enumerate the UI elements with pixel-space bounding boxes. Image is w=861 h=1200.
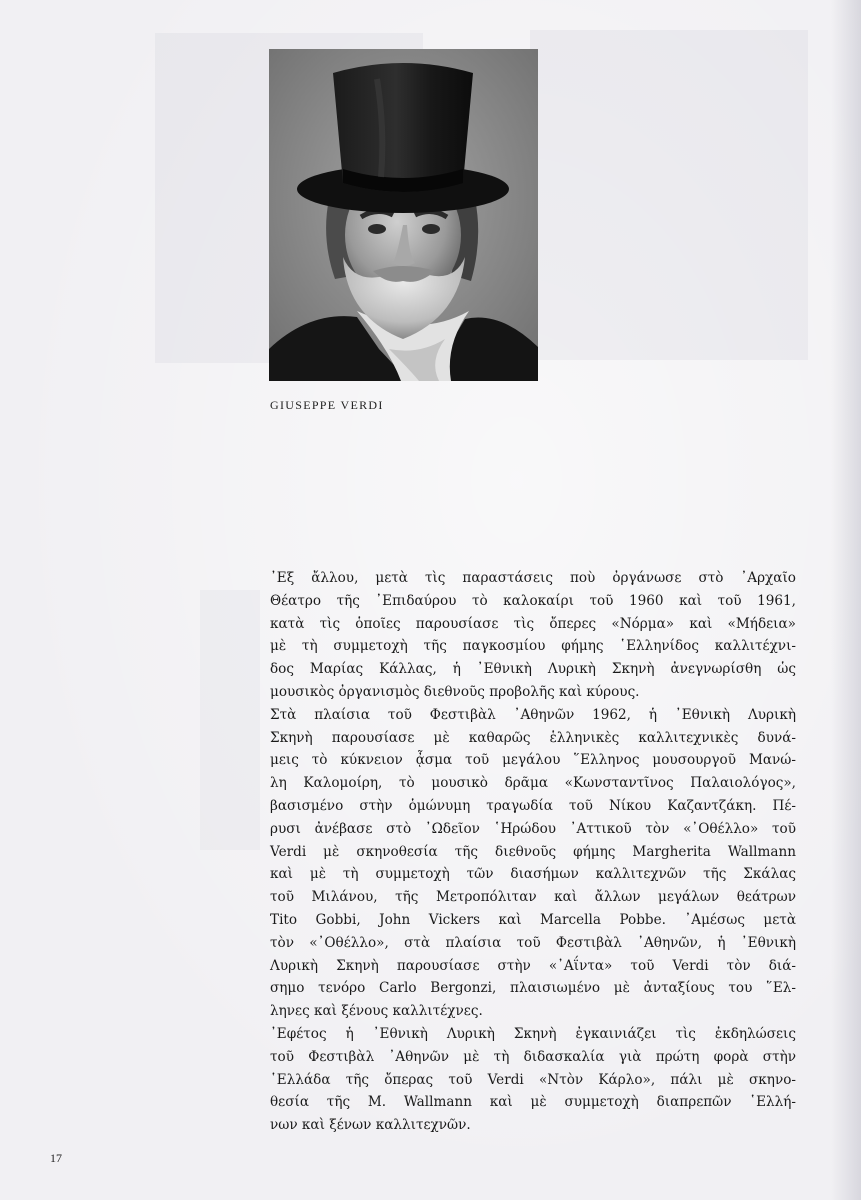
text-line: ῾Ελλάδα τῆς ὄπερας τοῦ Verdi «Ντὸν Κάρλο», πάλι μὲ σκηνο- — [270, 1071, 796, 1088]
text-line: τὸν «᾿Οθέλλο», στὰ πλαίσια τοῦ Φεστιβὰλ ᾿Αθηνῶν, ἡ ᾿Εθνικὴ — [270, 934, 796, 951]
text-line: καὶ μὲ τὴ συμμετοχὴ τῶν διασήμων καλλιτεχνῶν τῆς Σκάλας — [270, 866, 796, 883]
body-text — [270, 567, 796, 1137]
text-line: κατὰ τὶς ὁποῖες παρουσίασε τὶς ὄπερες «Νόρμα» καὶ «Μήδεια» — [270, 615, 796, 632]
text-line: τοῦ Φεστιβὰλ ᾿Αθηνῶν μὲ τὴ διδασκαλία γιὰ πρώτη φορὰ στὴν — [270, 1048, 796, 1065]
text-line: ρυσι ἀνέβασε στὸ ᾿Ωδεῖον ῾Ηρώδου ᾿Αττικοῦ τὸν «᾿Οθέλλο» τοῦ — [270, 820, 796, 837]
text-line: Verdi μὲ σκηνοθεσία τῆς διεθνοῦς φήμης Margherita Wallmann — [270, 843, 796, 860]
text-line: Στὰ πλαίσια τοῦ Φεστιβὰλ ᾿Αθηνῶν 1962, ἡ ᾿Εθνικὴ Λυρικὴ — [270, 706, 796, 723]
text-line: ᾿Εξ ἄλλου, μετὰ τὶς παραστάσεις ποὺ ὀργάνωσε στὸ ᾿Αρχαῖο — [270, 570, 796, 586]
page-number: 17 — [50, 1151, 62, 1165]
portrait-photo — [269, 49, 538, 381]
text-line: Λυρικὴ Σκηνὴ παρουσίασε στὴν «᾿Αΐντα» τοῦ Verdi τὸν διά- — [270, 957, 796, 974]
text-line: μὲ τὴ συμμετοχὴ τῆς παγκοσμίου φήμης ῾Ελληνίδος καλλιτέχνι- — [270, 638, 796, 655]
text-line: δος Μαρίας Κάλλας, ἡ ᾿Εθνικὴ Λυρικὴ Σκηνὴ ἀνεγνωρίσθη ὡς — [270, 661, 796, 678]
show-through-shadow — [200, 590, 260, 850]
page-edge-shadow — [831, 0, 861, 1200]
text-line: Σκηνὴ παρουσίασε μὲ καθαρῶς ἑλληνικὲς καλλιτεχνικὲς δυνά- — [270, 729, 796, 746]
photo-caption: GIUSEPPE VERDI — [270, 398, 384, 412]
text-line: βασισμένο στὴν ὁμώνυμη τραγωδία τοῦ Νίκου Καζαντζάκη. Πέ- — [270, 797, 796, 814]
text-line: τοῦ Μιλάνου, τῆς Μετροπόλιταν καὶ ἄλλων μεγάλων θεάτρων — [270, 889, 796, 906]
text-line: μουσικὸς ὀργανισμὸς διεθνοῦς προβολῆς καὶ κύρους. — [270, 683, 640, 700]
text-line: Tito Gobbi, John Vickers καὶ Marcella Pobbe. ᾿Αμέσως μετὰ — [270, 911, 796, 928]
text-line: θεσία τῆς M. Wallmann καὶ μὲ συμμετοχὴ διαπρεπῶν ῾Ελλή- — [270, 1094, 796, 1111]
text-line: Θέατρο τῆς ᾿Επιδαύρου τὸ καλοκαίρι τοῦ 1960 καὶ τοῦ 1961, — [270, 592, 796, 609]
text-line: μεις τὸ κύκνειον ᾆσμα τοῦ μεγάλου ῞Ελληνος μουσουργοῦ Μανώ- — [270, 752, 796, 769]
text-line: ᾿Εφέτος ἡ ᾿Εθνικὴ Λυρικὴ Σκηνὴ ἐγκαινιάζει τὶς ἐκδηλώσεις — [270, 1025, 796, 1042]
show-through-shadow — [530, 30, 808, 360]
text-line: σημο τενόρο Carlo Bergonzi, πλαισιωμένο μὲ ἀνταξίους του ῞Ελ- — [270, 980, 796, 997]
text-line: λη Καλομοίρη, τὸ μουσικὸ δρᾶμα «Κωνσταντῖνος Παλαιολόγος», — [270, 775, 796, 792]
text-line: νων καὶ ξένων καλλιτεχνῶν. — [270, 1117, 471, 1134]
text-line: ληνες καὶ ξένους καλλιτέχνες. — [270, 1003, 483, 1020]
